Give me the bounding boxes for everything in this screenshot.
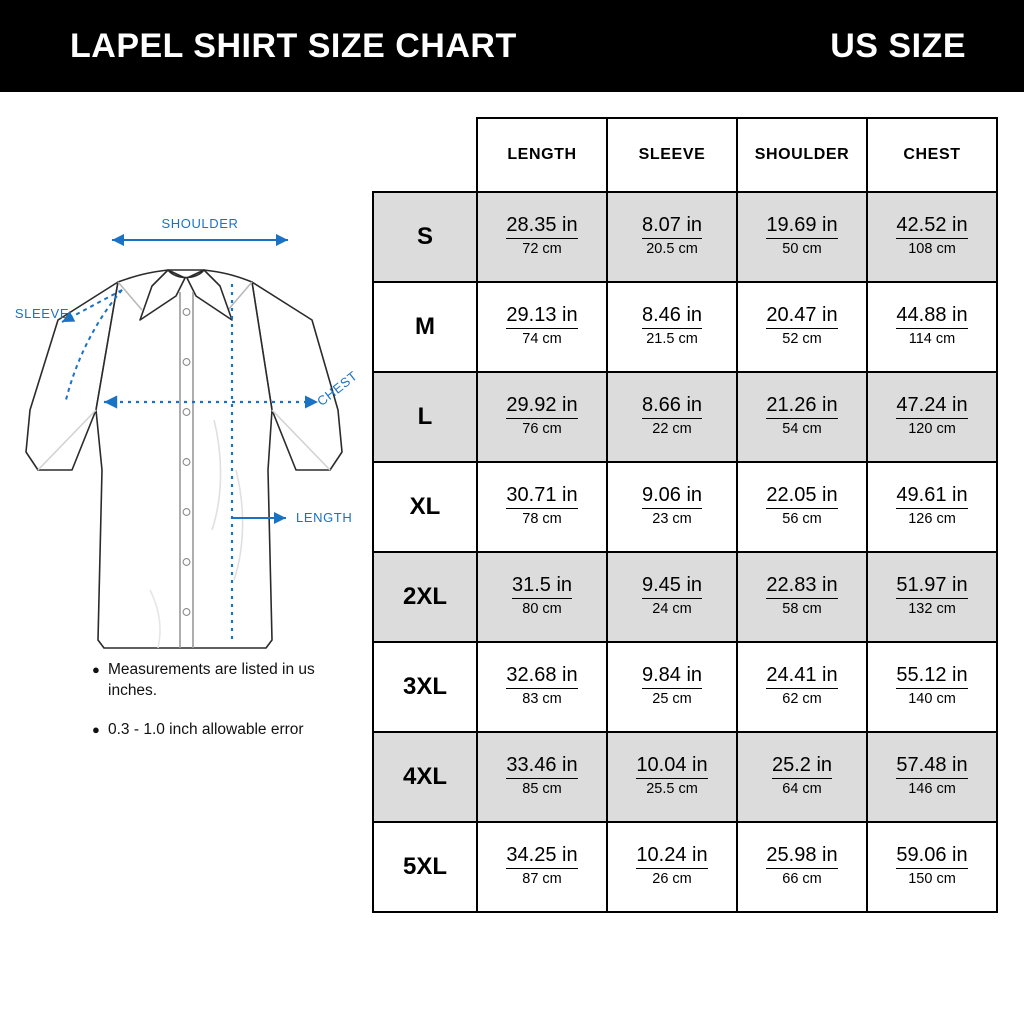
- value-inches: 59.06 in: [896, 844, 967, 869]
- size-label: XL: [373, 462, 477, 552]
- value-cm: 26 cm: [652, 870, 692, 887]
- value-cell: [607, 282, 737, 372]
- value-inches: 33.46 in: [506, 754, 577, 779]
- table-row: [373, 462, 997, 552]
- value-inches: 28.35 in: [506, 214, 577, 239]
- note-item: [92, 660, 362, 702]
- value-cell: [867, 282, 997, 372]
- table-row: [373, 732, 997, 822]
- value-inches: 9.45 in: [642, 574, 702, 599]
- value-cell: [867, 552, 997, 642]
- value-cell: [737, 732, 867, 822]
- note-item: [92, 720, 362, 741]
- value-inches: 25.98 in: [766, 844, 837, 869]
- size-label: M: [373, 282, 477, 372]
- value-cm: 50 cm: [782, 240, 822, 257]
- value-cell: [607, 372, 737, 462]
- table-row: [373, 552, 997, 642]
- value-inches: 10.24 in: [636, 844, 707, 869]
- value-cm: 56 cm: [782, 510, 822, 527]
- value-inches: 20.47 in: [766, 304, 837, 329]
- value-inches: 8.07 in: [642, 214, 702, 239]
- value-cell: [607, 462, 737, 552]
- column-header-shoulder: SHOULDER: [737, 118, 867, 192]
- value-cell: [867, 732, 997, 822]
- size-chart-table: [372, 117, 998, 913]
- column-header-chest: CHEST: [867, 118, 997, 192]
- length-label: LENGTH: [296, 510, 353, 525]
- size-label: S: [373, 192, 477, 282]
- value-cm: 54 cm: [782, 420, 822, 437]
- value-cell: [737, 822, 867, 912]
- value-cm: 62 cm: [782, 690, 822, 707]
- size-label: 5XL: [373, 822, 477, 912]
- size-label: 3XL: [373, 642, 477, 732]
- value-cm: 66 cm: [782, 870, 822, 887]
- value-cm: 21.5 cm: [646, 330, 698, 347]
- value-inches: 29.92 in: [506, 394, 577, 419]
- value-inches: 9.84 in: [642, 664, 702, 689]
- value-cell: [737, 642, 867, 732]
- value-cell: [737, 372, 867, 462]
- column-header-length: LENGTH: [477, 118, 607, 192]
- sleeve-label: SLEEVE: [14, 306, 70, 321]
- value-cm: 20.5 cm: [646, 240, 698, 257]
- value-inches: 29.13 in: [506, 304, 577, 329]
- value-inches: 57.48 in: [896, 754, 967, 779]
- size-label: 4XL: [373, 732, 477, 822]
- value-cm: 146 cm: [908, 780, 956, 797]
- value-cm: 80 cm: [522, 600, 562, 617]
- value-inches: 10.04 in: [636, 754, 707, 779]
- measurement-notes: [92, 660, 362, 759]
- table-body: [373, 192, 997, 912]
- value-inches: 55.12 in: [896, 664, 967, 689]
- value-cell: [867, 192, 997, 282]
- table-row: [373, 192, 997, 282]
- value-cell: [477, 552, 607, 642]
- value-cm: 87 cm: [522, 870, 562, 887]
- bullet-icon: ●: [92, 721, 100, 737]
- value-cell: [867, 462, 997, 552]
- shoulder-label: SHOULDER: [161, 216, 239, 231]
- value-cm: 78 cm: [522, 510, 562, 527]
- table-header-row: [373, 118, 997, 192]
- value-cell: [477, 192, 607, 282]
- value-cm: 83 cm: [522, 690, 562, 707]
- value-cm: 120 cm: [908, 420, 956, 437]
- value-cell: [737, 282, 867, 372]
- value-inches: 19.69 in: [766, 214, 837, 239]
- value-cell: [477, 642, 607, 732]
- value-cell: [607, 192, 737, 282]
- column-header-sleeve: SLEEVE: [607, 118, 737, 192]
- value-inches: 25.2 in: [772, 754, 832, 779]
- value-cell: [477, 282, 607, 372]
- value-inches: 24.41 in: [766, 664, 837, 689]
- value-cm: 140 cm: [908, 690, 956, 707]
- value-cell: [607, 732, 737, 822]
- value-cm: 64 cm: [782, 780, 822, 797]
- value-inches: 22.83 in: [766, 574, 837, 599]
- value-cm: 58 cm: [782, 600, 822, 617]
- value-inches: 30.71 in: [506, 484, 577, 509]
- value-cm: 24 cm: [652, 600, 692, 617]
- value-cm: 22 cm: [652, 420, 692, 437]
- size-system-label: US SIZE: [830, 26, 966, 65]
- value-cm: 52 cm: [782, 330, 822, 347]
- value-cell: [477, 732, 607, 822]
- value-inches: 49.61 in: [896, 484, 967, 509]
- value-cm: 25 cm: [652, 690, 692, 707]
- value-inches: 42.52 in: [896, 214, 967, 239]
- note-text: Measurements are listed in us inches.: [108, 661, 315, 699]
- value-inches: 22.05 in: [766, 484, 837, 509]
- value-cm: 72 cm: [522, 240, 562, 257]
- value-cm: 25.5 cm: [646, 780, 698, 797]
- value-inches: 32.68 in: [506, 664, 577, 689]
- value-cell: [867, 642, 997, 732]
- value-cm: 114 cm: [908, 330, 956, 347]
- table-row: [373, 282, 997, 372]
- value-inches: 31.5 in: [512, 574, 572, 599]
- value-cell: [737, 552, 867, 642]
- value-cm: 76 cm: [522, 420, 562, 437]
- table-row: [373, 822, 997, 912]
- value-inches: 44.88 in: [896, 304, 967, 329]
- chart-header-bar: [0, 0, 1024, 92]
- value-cm: 85 cm: [522, 780, 562, 797]
- value-inches: 21.26 in: [766, 394, 837, 419]
- note-text: 0.3 - 1.0 inch allowable error: [108, 720, 304, 738]
- value-cell: [607, 822, 737, 912]
- value-cell: [737, 462, 867, 552]
- value-inches: 51.97 in: [896, 574, 967, 599]
- table-corner-cell: [373, 118, 477, 192]
- value-inches: 34.25 in: [506, 844, 577, 869]
- value-inches: 9.06 in: [642, 484, 702, 509]
- value-cm: 150 cm: [908, 870, 956, 887]
- value-cell: [737, 192, 867, 282]
- value-cell: [477, 462, 607, 552]
- value-inches: 8.46 in: [642, 304, 702, 329]
- table-row: [373, 642, 997, 732]
- value-cm: 108 cm: [908, 240, 956, 257]
- value-cell: [607, 552, 737, 642]
- page-title: LAPEL SHIRT SIZE CHART: [70, 26, 517, 65]
- value-cm: 23 cm: [652, 510, 692, 527]
- value-cm: 126 cm: [908, 510, 956, 527]
- value-cell: [867, 372, 997, 462]
- value-cell: [477, 372, 607, 462]
- value-cell: [607, 642, 737, 732]
- value-cm: 74 cm: [522, 330, 562, 347]
- value-cm: 132 cm: [908, 600, 956, 617]
- value-cell: [867, 822, 997, 912]
- value-inches: 8.66 in: [642, 394, 702, 419]
- chest-label: CHEST: [314, 368, 361, 409]
- table-header: [373, 118, 997, 192]
- value-cell: [477, 822, 607, 912]
- size-label: 2XL: [373, 552, 477, 642]
- value-inches: 47.24 in: [896, 394, 967, 419]
- bullet-icon: ●: [92, 662, 100, 677]
- size-label: L: [373, 372, 477, 462]
- table-row: [373, 372, 997, 462]
